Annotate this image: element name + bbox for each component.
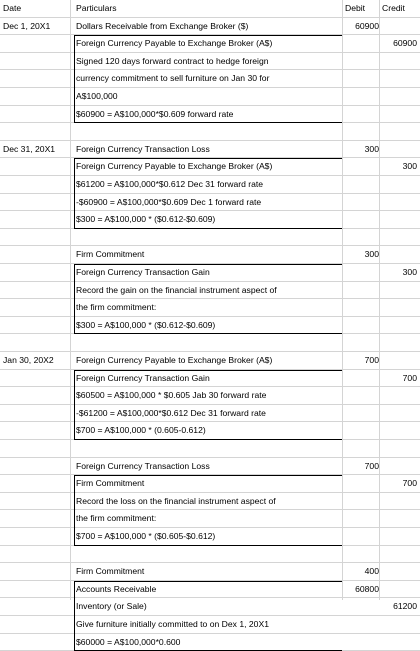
row-credit (380, 634, 417, 651)
row-credit (380, 405, 417, 422)
table-row (0, 387, 420, 405)
row-particulars: $700 = A$100,000 * ($0.605-$0.612) (76, 531, 216, 541)
row-credit (380, 616, 417, 633)
row-particulars: Firm Commitment (76, 566, 145, 577)
row-particulars: Signed 120 days forward contract to hedge foreign (76, 55, 269, 66)
row-debit (344, 334, 379, 351)
row-particulars: $300 = A$100,000 * ($0.612-$0.609) (76, 214, 216, 225)
row-credit (380, 510, 417, 527)
row-particulars: $60900 = A$100,000*$0.609 forward rate (76, 108, 234, 119)
row-credit (380, 299, 417, 316)
row-debit (344, 422, 379, 439)
row-date (3, 458, 69, 475)
table-row (0, 282, 420, 300)
row-credit (380, 246, 417, 263)
row-debit (344, 211, 379, 228)
row-credit (380, 123, 417, 140)
table-row (0, 229, 420, 247)
row-date (3, 581, 69, 598)
row-particulars: the firm commitment: (76, 302, 157, 313)
row-debit (344, 598, 379, 615)
row-particulars: -$61200 = A$100,000*$0.612 Dec 31 forward rate (76, 407, 266, 418)
row-particulars: Record the loss on the financial instrument aspect of (76, 495, 276, 506)
row-particulars: Dollars Receivable from Exchange Broker ($) (76, 20, 249, 31)
table-row (0, 70, 420, 88)
row-debit: 60800 (355, 583, 379, 594)
row-credit (380, 317, 417, 334)
row-date (3, 598, 69, 615)
row-credit (380, 176, 417, 193)
row-credit (380, 88, 417, 105)
header-credit: Credit (382, 3, 405, 13)
table-row (0, 176, 420, 194)
row-date (3, 317, 69, 334)
row-particulars: $700 = A$100,000 * (0.605-0.612) (76, 425, 206, 436)
row-date (3, 229, 69, 246)
table-row (0, 211, 420, 229)
row-particulars: Firm Commitment (76, 478, 145, 489)
row-particulars (76, 440, 348, 457)
row-particulars: Foreign Currency Transaction Gain (76, 372, 210, 383)
row-particulars: the firm commitment: (76, 513, 157, 524)
table-row (0, 334, 420, 352)
row-credit (380, 18, 417, 35)
row-date (3, 405, 69, 422)
row-credit (380, 440, 417, 457)
row-debit (344, 475, 379, 492)
table-row (0, 563, 420, 581)
row-debit: 60900 (355, 20, 379, 31)
table-row (0, 352, 420, 370)
row-debit (344, 176, 379, 193)
row-date (3, 370, 69, 387)
table-row (0, 546, 420, 564)
row-date (3, 563, 69, 580)
row-particulars: Record the gain on the financial instrument aspect of (76, 284, 277, 295)
row-credit: 61200 (393, 601, 417, 612)
row-particulars: Foreign Currency Payable to Exchange Broker (A$) (76, 161, 273, 172)
row-debit (344, 405, 379, 422)
row-debit: 300 (364, 143, 379, 154)
row-date (3, 616, 69, 633)
table-row (0, 510, 420, 528)
row-date (3, 475, 69, 492)
row-credit: 300 (402, 267, 417, 277)
row-date (3, 510, 69, 527)
table-row (0, 264, 420, 282)
row-credit (380, 53, 417, 70)
header-particulars: Particulars (76, 3, 117, 13)
row-particulars: $61200 = A$100,000*$0.612 Dec 31 forward rate (76, 179, 264, 189)
row-particulars: Inventory (or Sale) (76, 601, 147, 612)
row-debit (344, 546, 379, 563)
table-row (0, 493, 420, 511)
row-credit (380, 546, 417, 563)
table-row (0, 35, 420, 53)
row-particulars (76, 334, 348, 351)
row-particulars: -$60900 = A$100,000*$0.609 Dec 1 forward rate (76, 196, 262, 207)
row-date: Dec 31, 20X1 (3, 143, 56, 154)
table-row (0, 440, 420, 458)
table-row (0, 18, 420, 36)
row-particulars: $60000 = A$100,000*0.600 (76, 636, 181, 647)
row-debit (344, 70, 379, 87)
row-particulars: Foreign Currency Transaction Loss (76, 143, 210, 154)
row-credit: 300 (402, 161, 417, 172)
row-credit (380, 528, 417, 545)
row-particulars: $300 = A$100,000 * ($0.612-$0.609) (76, 319, 216, 330)
row-credit: 700 (402, 478, 417, 489)
row-date: Jan 30, 20X2 (3, 355, 54, 365)
table-row (0, 123, 420, 141)
row-debit (344, 106, 379, 123)
table-row (0, 317, 420, 335)
row-date (3, 176, 69, 193)
row-date (3, 88, 69, 105)
row-particulars: Accounts Receivable (76, 583, 157, 594)
table-row (0, 370, 420, 388)
row-date (3, 70, 69, 87)
row-credit (380, 563, 417, 580)
row-debit (344, 528, 379, 545)
row-credit (380, 229, 417, 246)
row-date (3, 387, 69, 404)
table-row (0, 581, 420, 599)
table-row (0, 616, 420, 634)
row-debit (344, 510, 379, 527)
row-particulars: $60500 = A$100,000 * $0.605 Jab 30 forward rate (76, 390, 267, 401)
row-credit (380, 352, 417, 369)
table-row (0, 158, 420, 176)
row-date: Dec 1, 20X1 (3, 20, 51, 31)
row-date (3, 528, 69, 545)
row-particulars (76, 229, 348, 246)
table-row (0, 106, 420, 124)
row-debit: 700 (364, 355, 379, 365)
row-debit (344, 123, 379, 140)
row-credit (380, 141, 417, 158)
row-credit (380, 422, 417, 439)
row-debit (344, 53, 379, 70)
row-debit (344, 282, 379, 299)
row-credit (380, 282, 417, 299)
row-date (3, 158, 69, 175)
row-particulars (76, 546, 348, 563)
row-debit: 400 (364, 566, 379, 577)
row-date (3, 493, 69, 510)
row-credit (380, 334, 417, 351)
row-debit (344, 264, 379, 281)
table-row (0, 422, 420, 440)
row-debit (344, 616, 379, 633)
row-credit (380, 387, 417, 404)
table-row (0, 458, 420, 476)
table-row (0, 299, 420, 317)
table-row (0, 53, 420, 71)
row-credit (380, 106, 417, 123)
table-row (0, 88, 420, 106)
row-debit (344, 634, 379, 651)
table-row (0, 141, 420, 159)
table-row (0, 475, 420, 493)
row-credit (380, 458, 417, 475)
row-date (3, 634, 69, 651)
row-particulars: currency commitment to sell furniture on Jan 30 for (76, 73, 270, 84)
header-debit: Debit (345, 3, 366, 13)
row-credit (380, 194, 417, 211)
row-date (3, 211, 69, 228)
row-credit (380, 70, 417, 87)
row-date (3, 35, 69, 52)
row-date (3, 334, 69, 351)
row-credit (380, 581, 417, 598)
row-date (3, 106, 69, 123)
row-debit: 300 (364, 249, 379, 260)
row-debit: 700 (364, 460, 379, 471)
row-date (3, 194, 69, 211)
row-debit (344, 229, 379, 246)
header-date: Date (3, 3, 22, 13)
row-debit (344, 194, 379, 211)
row-debit (344, 317, 379, 334)
row-date (3, 246, 69, 263)
row-debit (344, 88, 379, 105)
table-row (0, 246, 420, 264)
row-debit (344, 158, 379, 175)
table-row (0, 528, 420, 546)
row-date (3, 53, 69, 70)
row-credit: 700 (402, 372, 417, 383)
row-particulars: Give furniture initially committed to on Dex 1, 20X1 (76, 619, 269, 629)
row-credit (380, 211, 417, 228)
row-date (3, 546, 69, 563)
row-particulars: Foreign Currency Payable to Exchange Broker (A$) (76, 38, 273, 49)
header-row (0, 0, 420, 18)
row-debit (344, 440, 379, 457)
row-particulars: Firm Commitment (76, 249, 145, 260)
row-debit (344, 493, 379, 510)
row-date (3, 440, 69, 457)
row-credit: 60900 (393, 38, 417, 49)
row-debit (344, 387, 379, 404)
row-date (3, 123, 69, 140)
row-particulars: Foreign Currency Payable to Exchange Broker (A$) (76, 355, 273, 365)
row-date (3, 299, 69, 316)
table-row (0, 598, 420, 616)
row-debit (344, 370, 379, 387)
row-particulars: Foreign Currency Transaction Gain (76, 267, 210, 277)
table-row (0, 405, 420, 423)
row-debit (344, 299, 379, 316)
row-credit (380, 493, 417, 510)
table-row (0, 634, 420, 651)
row-date (3, 422, 69, 439)
row-date (3, 264, 69, 281)
row-particulars (76, 123, 348, 140)
table-row (0, 194, 420, 212)
row-debit (344, 35, 379, 52)
row-particulars: Foreign Currency Transaction Loss (76, 460, 210, 471)
row-particulars: A$100,000 (76, 91, 118, 101)
row-date (3, 282, 69, 299)
